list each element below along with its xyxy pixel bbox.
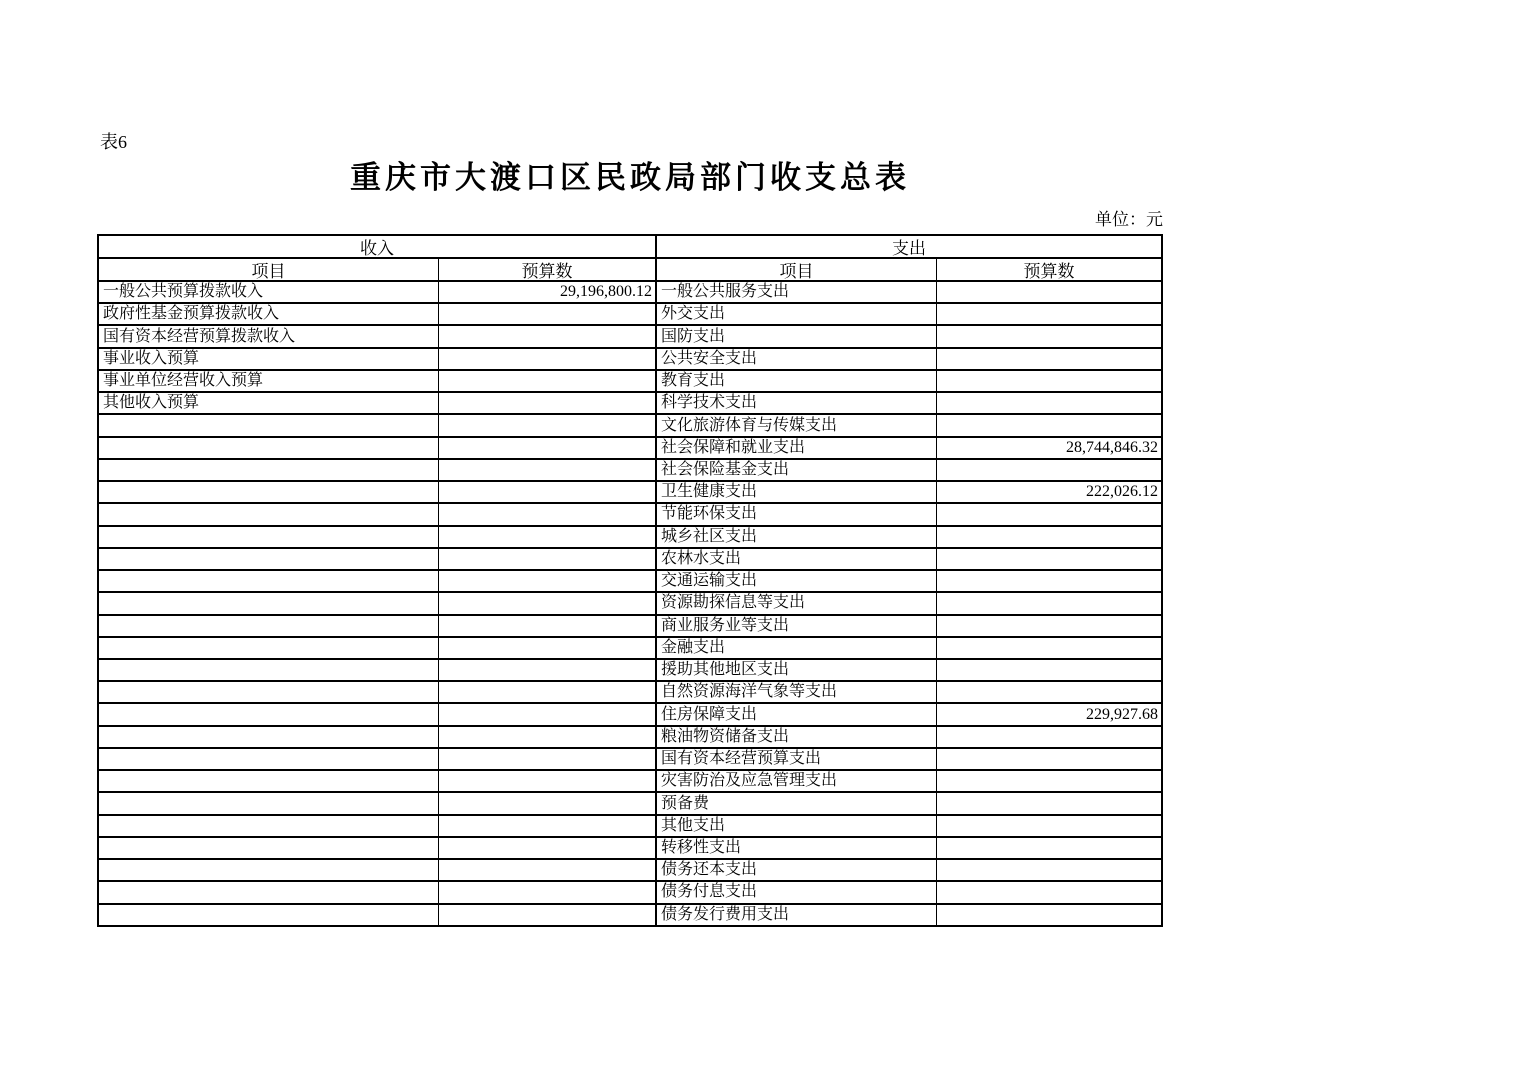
expense-item-cell: 社会保障和就业支出 <box>657 438 937 458</box>
expense-item-cell: 一般公共服务支出 <box>657 282 937 302</box>
income-budget-cell <box>439 326 657 346</box>
income-budget-column-header: 预算数 <box>439 259 657 280</box>
income-budget-cell <box>439 415 657 435</box>
expense-budget-cell <box>937 838 1161 858</box>
income-budget-cell <box>439 816 657 836</box>
income-budget-cell <box>439 838 657 858</box>
table-row <box>99 282 1161 302</box>
income-item-cell <box>99 749 439 769</box>
income-budget-cell <box>439 549 657 569</box>
income-budget-cell <box>439 393 657 413</box>
expense-budget-cell <box>937 504 1161 524</box>
table-row <box>99 324 1161 346</box>
income-budget-cell: 29,196,800.12 <box>439 282 657 302</box>
expense-item-cell: 社会保险基金支出 <box>657 460 937 480</box>
expense-budget-cell <box>937 527 1161 547</box>
expense-item-cell: 债务发行费用支出 <box>657 905 937 925</box>
expense-budget-cell <box>937 571 1161 591</box>
expense-budget-cell <box>937 749 1161 769</box>
income-item-cell <box>99 860 439 880</box>
expense-item-cell: 粮油物资储备支出 <box>657 727 937 747</box>
expense-budget-cell <box>937 793 1161 813</box>
table-row <box>99 636 1161 658</box>
table-row <box>99 725 1161 747</box>
income-item-cell <box>99 882 439 902</box>
income-budget-cell <box>439 304 657 324</box>
income-item-cell <box>99 727 439 747</box>
table-row <box>99 591 1161 613</box>
income-budget-cell <box>439 527 657 547</box>
table-column-header-row <box>99 259 1161 282</box>
income-item-cell: 国有资本经营预算拨款收入 <box>99 326 439 346</box>
expense-item-cell: 自然资源海洋气象等支出 <box>657 682 937 702</box>
income-item-cell <box>99 793 439 813</box>
table-row <box>99 747 1161 769</box>
table-row <box>99 814 1161 836</box>
expense-item-cell: 金融支出 <box>657 638 937 658</box>
income-budget-cell <box>439 438 657 458</box>
income-item-column-header: 项目 <box>99 259 439 280</box>
expense-budget-cell <box>937 460 1161 480</box>
income-budget-cell <box>439 593 657 613</box>
income-budget-cell <box>439 504 657 524</box>
income-item-cell <box>99 527 439 547</box>
table-row <box>99 680 1161 702</box>
income-budget-cell <box>439 660 657 680</box>
expense-budget-cell <box>937 727 1161 747</box>
income-item-cell <box>99 638 439 658</box>
income-item-cell: 事业收入预算 <box>99 349 439 369</box>
table-row <box>99 502 1161 524</box>
income-budget-cell <box>439 349 657 369</box>
income-item-cell <box>99 438 439 458</box>
table-row <box>99 525 1161 547</box>
income-item-cell <box>99 660 439 680</box>
table-row <box>99 302 1161 324</box>
income-item-cell <box>99 571 439 591</box>
expense-item-cell: 科学技术支出 <box>657 393 937 413</box>
table-row <box>99 347 1161 369</box>
expense-budget-cell <box>937 393 1161 413</box>
table-row <box>99 480 1161 502</box>
expense-budget-cell <box>937 282 1161 302</box>
expense-budget-cell <box>937 816 1161 836</box>
expense-budget-cell <box>937 349 1161 369</box>
income-budget-cell <box>439 571 657 591</box>
expense-budget-cell <box>937 593 1161 613</box>
expense-item-cell: 灾害防治及应急管理支出 <box>657 771 937 791</box>
income-item-cell: 政府性基金预算拨款收入 <box>99 304 439 324</box>
expense-budget-cell <box>937 549 1161 569</box>
expense-budget-cell <box>937 304 1161 324</box>
income-budget-cell <box>439 638 657 658</box>
table-row <box>99 547 1161 569</box>
page-title: 重庆市大渡口区民政局部门收支总表 <box>350 160 910 195</box>
income-budget-cell <box>439 371 657 391</box>
expense-item-cell: 预备费 <box>657 793 937 813</box>
expense-item-cell: 住房保障支出 <box>657 704 937 724</box>
table-row <box>99 702 1161 724</box>
income-item-cell: 事业单位经营收入预算 <box>99 371 439 391</box>
expense-budget-cell: 28,744,846.32 <box>1066 438 1158 456</box>
income-item-cell <box>99 838 439 858</box>
expense-item-cell: 国有资本经营预算支出 <box>657 749 937 769</box>
income-budget-cell <box>439 482 657 502</box>
table-row <box>99 413 1161 435</box>
expense-budget-cell <box>937 660 1161 680</box>
table-row <box>99 436 1161 458</box>
income-item-cell: 其他收入预算 <box>99 393 439 413</box>
expense-budget-cell <box>937 771 1161 791</box>
expense-budget-cell <box>937 616 1161 636</box>
budget-table <box>97 234 1163 927</box>
income-budget-cell <box>439 460 657 480</box>
expense-item-cell: 卫生健康支出 <box>657 482 937 502</box>
expense-item-cell: 交通运输支出 <box>657 571 937 591</box>
table-row <box>99 369 1161 391</box>
table-group-header-row <box>99 236 1161 259</box>
expense-item-column-header: 项目 <box>657 259 937 280</box>
income-budget-cell <box>439 860 657 880</box>
expense-item-cell: 公共安全支出 <box>657 349 937 369</box>
expense-item-cell: 债务还本支出 <box>657 860 937 880</box>
income-budget-cell <box>439 793 657 813</box>
table-row <box>99 769 1161 791</box>
income-item-cell <box>99 905 439 925</box>
expense-item-cell: 外交支出 <box>657 304 937 324</box>
expense-budget-cell <box>937 326 1161 346</box>
table-row <box>99 858 1161 880</box>
expense-budget-cell <box>937 682 1161 702</box>
income-item-cell <box>99 704 439 724</box>
income-budget-cell <box>439 882 657 902</box>
income-budget-cell <box>439 749 657 769</box>
income-item-cell <box>99 682 439 702</box>
income-item-cell <box>99 504 439 524</box>
table-row <box>99 880 1161 902</box>
expense-item-cell: 国防支出 <box>657 326 937 346</box>
expense-item-cell: 城乡社区支出 <box>657 527 937 547</box>
table-row <box>99 836 1161 858</box>
table-row <box>99 458 1161 480</box>
expense-item-cell: 节能环保支出 <box>657 504 937 524</box>
expense-budget-column-header: 预算数 <box>1023 262 1075 281</box>
income-budget-cell <box>439 771 657 791</box>
table-row <box>99 903 1161 925</box>
income-item-cell <box>99 549 439 569</box>
expense-budget-cell <box>937 860 1161 880</box>
income-item-cell <box>99 460 439 480</box>
expense-group-header: 支出 <box>892 239 926 258</box>
income-item-cell <box>99 616 439 636</box>
expense-budget-cell <box>937 882 1161 902</box>
table-body <box>99 282 1161 925</box>
expense-budget-cell: 222,026.12 <box>1086 483 1158 501</box>
table-row <box>99 658 1161 680</box>
expense-item-cell: 资源勘探信息等支出 <box>657 593 937 613</box>
expense-budget-cell <box>937 638 1161 658</box>
table-number-label: 表6 <box>100 132 127 152</box>
income-item-cell <box>99 482 439 502</box>
expense-item-cell: 转移性支出 <box>657 838 937 858</box>
income-item-cell <box>99 816 439 836</box>
expense-item-cell: 商业服务业等支出 <box>657 616 937 636</box>
expense-item-cell: 债务付息支出 <box>657 882 937 902</box>
income-budget-cell <box>439 727 657 747</box>
expense-budget-cell <box>937 905 1161 925</box>
income-item-cell: 一般公共预算拨款收入 <box>99 282 439 302</box>
income-budget-cell <box>439 704 657 724</box>
income-group-header: 收入 <box>99 236 657 257</box>
expense-budget-cell <box>937 371 1161 391</box>
table-row <box>99 569 1161 591</box>
table-row <box>99 391 1161 413</box>
income-budget-cell <box>439 682 657 702</box>
expense-item-cell: 农林水支出 <box>657 549 937 569</box>
income-budget-cell <box>439 616 657 636</box>
income-budget-cell <box>439 905 657 925</box>
table-row <box>99 614 1161 636</box>
expense-item-cell: 援助其他地区支出 <box>657 660 937 680</box>
income-item-cell <box>99 593 439 613</box>
expense-item-cell: 教育支出 <box>657 371 937 391</box>
expense-budget-cell: 229,927.68 <box>1086 705 1158 723</box>
table-row <box>99 791 1161 813</box>
expense-budget-cell <box>937 415 1161 435</box>
expense-item-cell: 其他支出 <box>657 816 937 836</box>
expense-item-cell: 文化旅游体育与传媒支出 <box>657 415 937 435</box>
unit-label: 单位：元 <box>1095 210 1163 229</box>
income-item-cell <box>99 415 439 435</box>
income-item-cell <box>99 771 439 791</box>
